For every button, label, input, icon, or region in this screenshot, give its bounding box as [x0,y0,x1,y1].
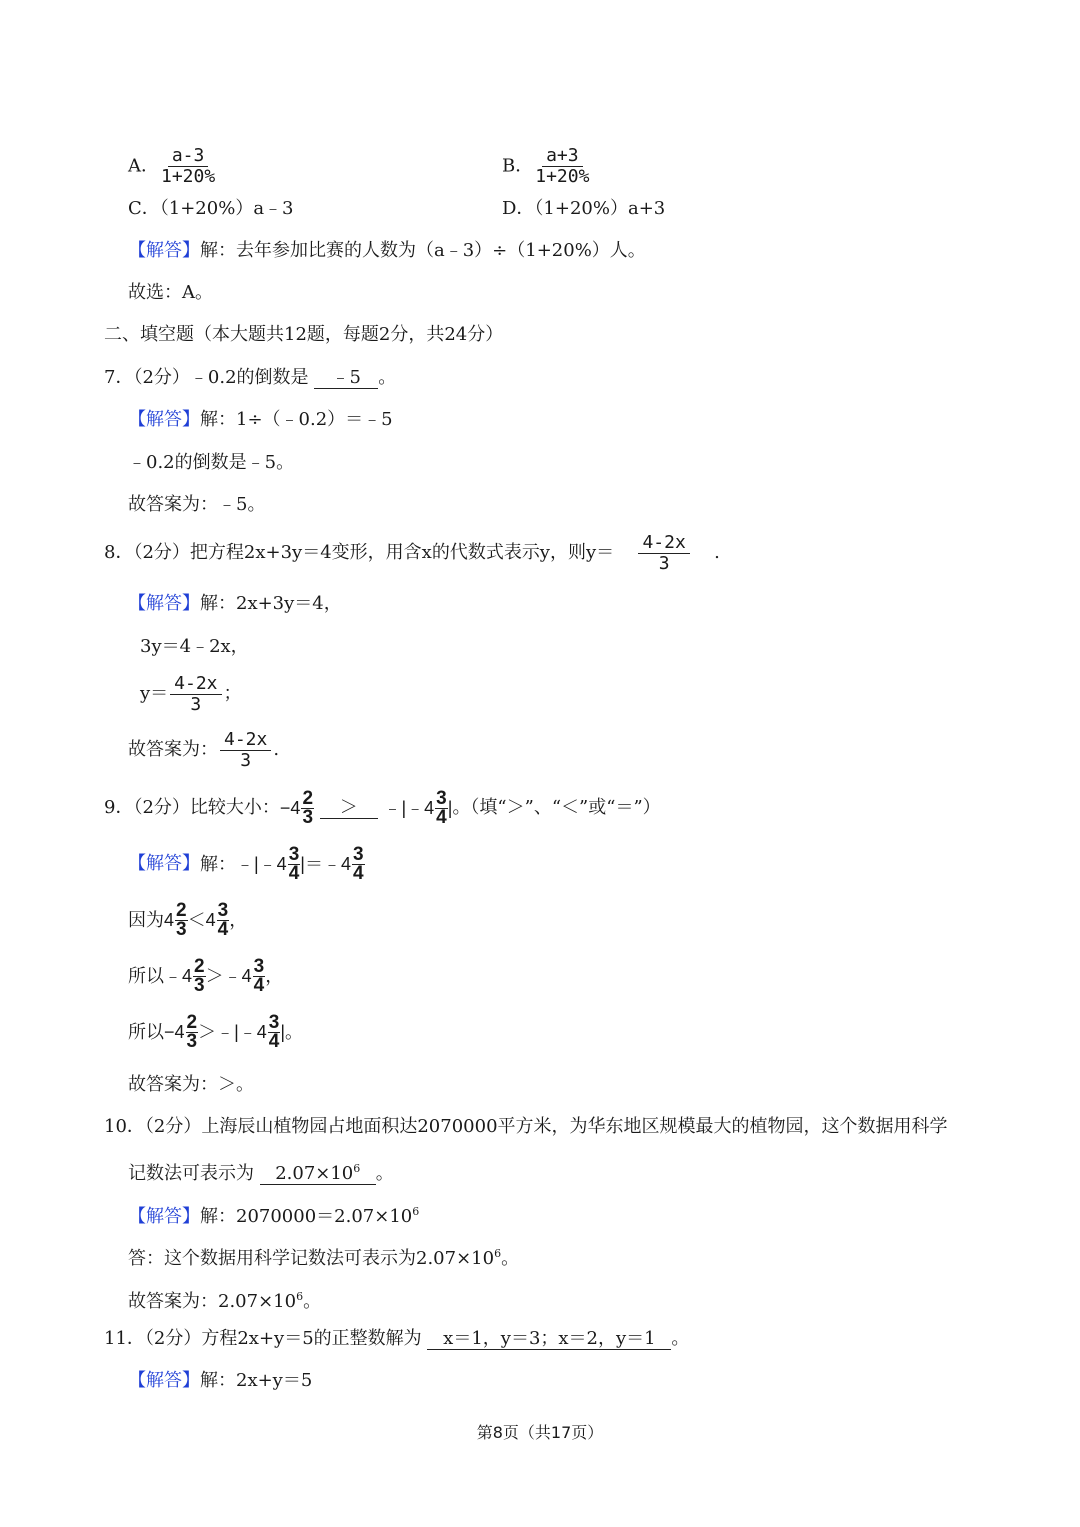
q8-solution: 【解答】解：2x+3y＝4， [128,593,342,614]
q8-solution-line2: 3y＝4﹣2x， [140,636,249,657]
q6-choice: 故选：A。 [128,282,213,303]
q9-because: 因为4 2 3 ＜4 3 4 ， [128,899,248,940]
q7-answer: ﹣5 [314,368,378,389]
q9-final: 故答案为：＞。 [128,1074,254,1095]
option-d: D．（1+20%）a+3 [502,198,666,219]
option-b-fraction: $\frac{a+3}{1+20\%}$ [535,145,590,187]
q9-stem: 9．（2分）比较大小： −4 2 3 ＞ ﹣|﹣4 3 4 | 。（填“＞”、“＜”或“＝”） [104,787,661,828]
q9-solution: 【解答】 解：﹣|﹣4 3 4 |＝﹣4 3 4 [128,843,364,884]
q8-final: 故答案为： $\frac{4-2x}{3}$ . [128,728,280,771]
q10-stem: 10．（2分）上海辰山植物园占地面积达2070000平方米，为华东地区规模最大的植物园，这个数据用科学 [104,1116,948,1137]
q9-answer: ＞ [320,798,378,819]
q10-answer-line: 答：这个数据用科学记数法可表示为$2.07\times 10^6$。 [128,1247,520,1269]
q6-solution: 【解答】解：去年参加比赛的人数为（a﹣3）÷（1+20%）人。 [128,240,646,261]
q7-solution: 【解答】解：1÷（﹣0.2）＝﹣5 [128,409,393,430]
option-c: C．（1+20%）a﹣3 [128,198,294,219]
q11-answer: x＝1，y＝3；x＝2，y＝1 [427,1329,671,1350]
q7-solution-line2: ﹣0.2的倒数是﹣5。 [128,452,295,473]
q8-answer: $\frac{4-2x}{3}$ [614,533,714,574]
q11-stem: 11．（2分）方程2x+y＝5的正整数解为 x＝1，y＝3；x＝2，y＝1 。 [104,1328,690,1349]
q10-stem-line2: 记数法可表示为 $2.07\times 10^6$ 。 [128,1159,394,1185]
option-a: A． $\frac{a-3}{1+20\%}$ [128,145,216,187]
option-b: B． $\frac{a+3}{1+20\%}$ [502,145,590,187]
q9-so1: 所以﹣4 2 3 ＞﹣4 3 4 ， [128,955,284,996]
option-a-fraction: $\frac{a-3}{1+20\%}$ [161,145,216,187]
q9-so2: 所以−4 2 3 ＞﹣|﹣4 3 4 |。 [128,1011,304,1052]
q8-stem: 8．（2分）把方程2x+3y＝4变形，用含x的代数式表示y，则y＝ $\frac{4-2x}{3}$ . [104,531,720,574]
q10-final: 故答案为：$2.07\times 10^6$。 [128,1290,322,1312]
q7-final: 故答案为：﹣5。 [128,494,266,515]
q10-solution: 【解答】解：$2070000=2.07\times 10^6$ [128,1205,420,1227]
page-footer: 第8页（共17页） [476,1423,604,1442]
q7-stem: 7．（2分）﹣0.2的倒数是 ﹣5 。 [104,367,397,388]
q10-answer: $2.07\times 10^6$ [260,1159,376,1185]
q11-solution: 【解答】解：2x+y＝5 [128,1370,313,1391]
q8-solution-line3: y＝ $\frac{4-2x}{3}$ ； [140,672,242,715]
section-heading: 二、填空题（本大题共12题，每题2分，共24分） [104,324,504,345]
